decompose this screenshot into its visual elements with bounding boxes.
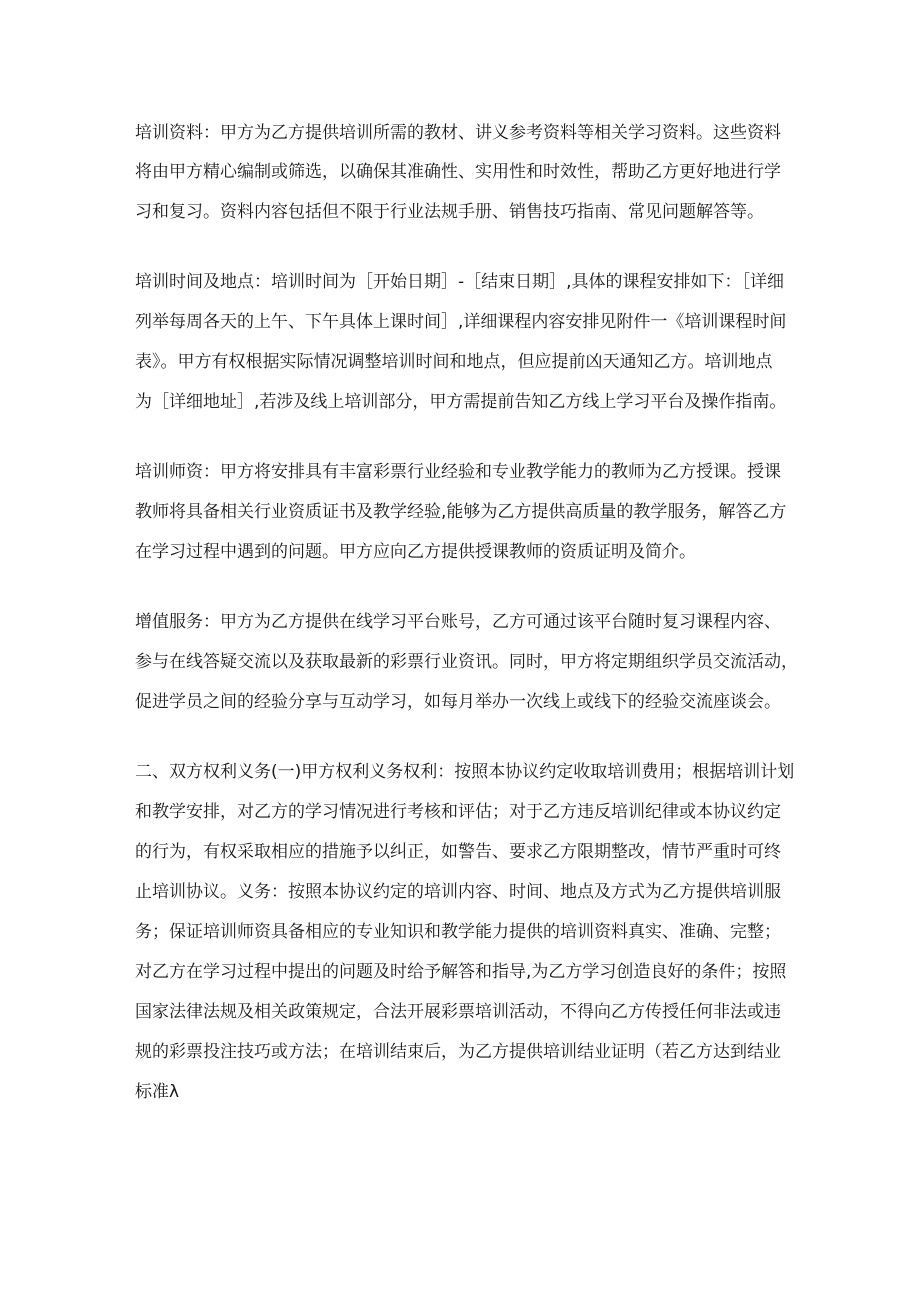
text-line: 增值服务：甲方为乙方提供在线学习平台账号，乙方可通过该平台随时复习课程内容、	[135, 612, 781, 632]
text-line: 对乙方在学习过程中提出的问题及时给予解答和指导,为乙方学习创造良好的条件；按照	[135, 962, 787, 982]
text-line: 为［详细地址］,若涉及线上培训部分，甲方需提前告知乙方线上学习平台及操作指南。	[135, 392, 787, 412]
text-line: 在学习过程中遇到的问题。甲方应向乙方提供授课教师的资质证明及简介。	[135, 542, 696, 562]
text-line: 标准λ	[135, 1082, 180, 1102]
text-line: 培训时间及地点：培训时间为［开始日期］-［结束日期］,具体的课程安排如下：［详细	[135, 272, 785, 292]
text-line: 止培训协议。义务：按照本协议约定的培训内容、时间、地点及方式为乙方提供培训服	[135, 882, 781, 902]
text-line: 务；保证培训师资具备相应的专业知识和教学能力提供的培训资料真实、准确、完整；	[135, 922, 781, 942]
text-line: 习和复习。资料内容包括但不限于行业法规手册、销售技巧指南、常见问题解答等。	[135, 202, 764, 222]
text-line: 二、双方权利义务(一)甲方权利义务权利：按照本协议约定收取培训费用；根据培训计划	[135, 762, 795, 782]
text-line: 参与在线答疑交流以及获取最新的彩票行业资讯。同时，甲方将定期组织学员交流活动，	[135, 652, 798, 672]
text-line: 促进学员之间的经验分享与互动学习，如每月举办一次线上或线下的经验交流座谈会。	[135, 692, 781, 712]
text-line: 培训师资：甲方将安排具有丰富彩票行业经验和专业教学能力的教师为乙方授课。授课	[135, 462, 781, 482]
text-line: 列举每周各天的上午、下午具体上课时间］,详细课程内容安排见附件一《培训课程时间	[135, 312, 787, 332]
text-line: 培训资料：甲方为乙方提供培训所需的教材、讲义参考资料等相关学习资料。这些资料	[135, 123, 781, 143]
text-line: 将由甲方精心编制或筛选，以确保其准确性、实用性和时效性，帮助乙方更好地进行学	[135, 162, 781, 182]
text-line: 表》。甲方有权根据实际情况调整培训时间和地点，但应提前凶天通知乙方。培训地点	[135, 352, 773, 372]
text-line: 教师将具备相关行业资质证书及教学经验,能够为乙方提供高质量的教学服务，解答乙方	[135, 502, 787, 522]
text-line: 国家法律法规及相关政策规定，合法开展彩票培训活动，不得向乙方传授任何非法或违	[135, 1002, 781, 1022]
text-line: 和教学安排，对乙方的学习情况进行考核和评估；对于乙方违反培训纪律或本协议约定	[135, 802, 781, 822]
text-line: 的行为，有权采取相应的措施予以纠正，如警告、要求乙方限期整改，情节严重时可终	[135, 842, 781, 862]
text-line: 规的彩票投注技巧或方法；在培训结束后，为乙方提供培训结业证明（若乙方达到结业	[135, 1042, 781, 1062]
